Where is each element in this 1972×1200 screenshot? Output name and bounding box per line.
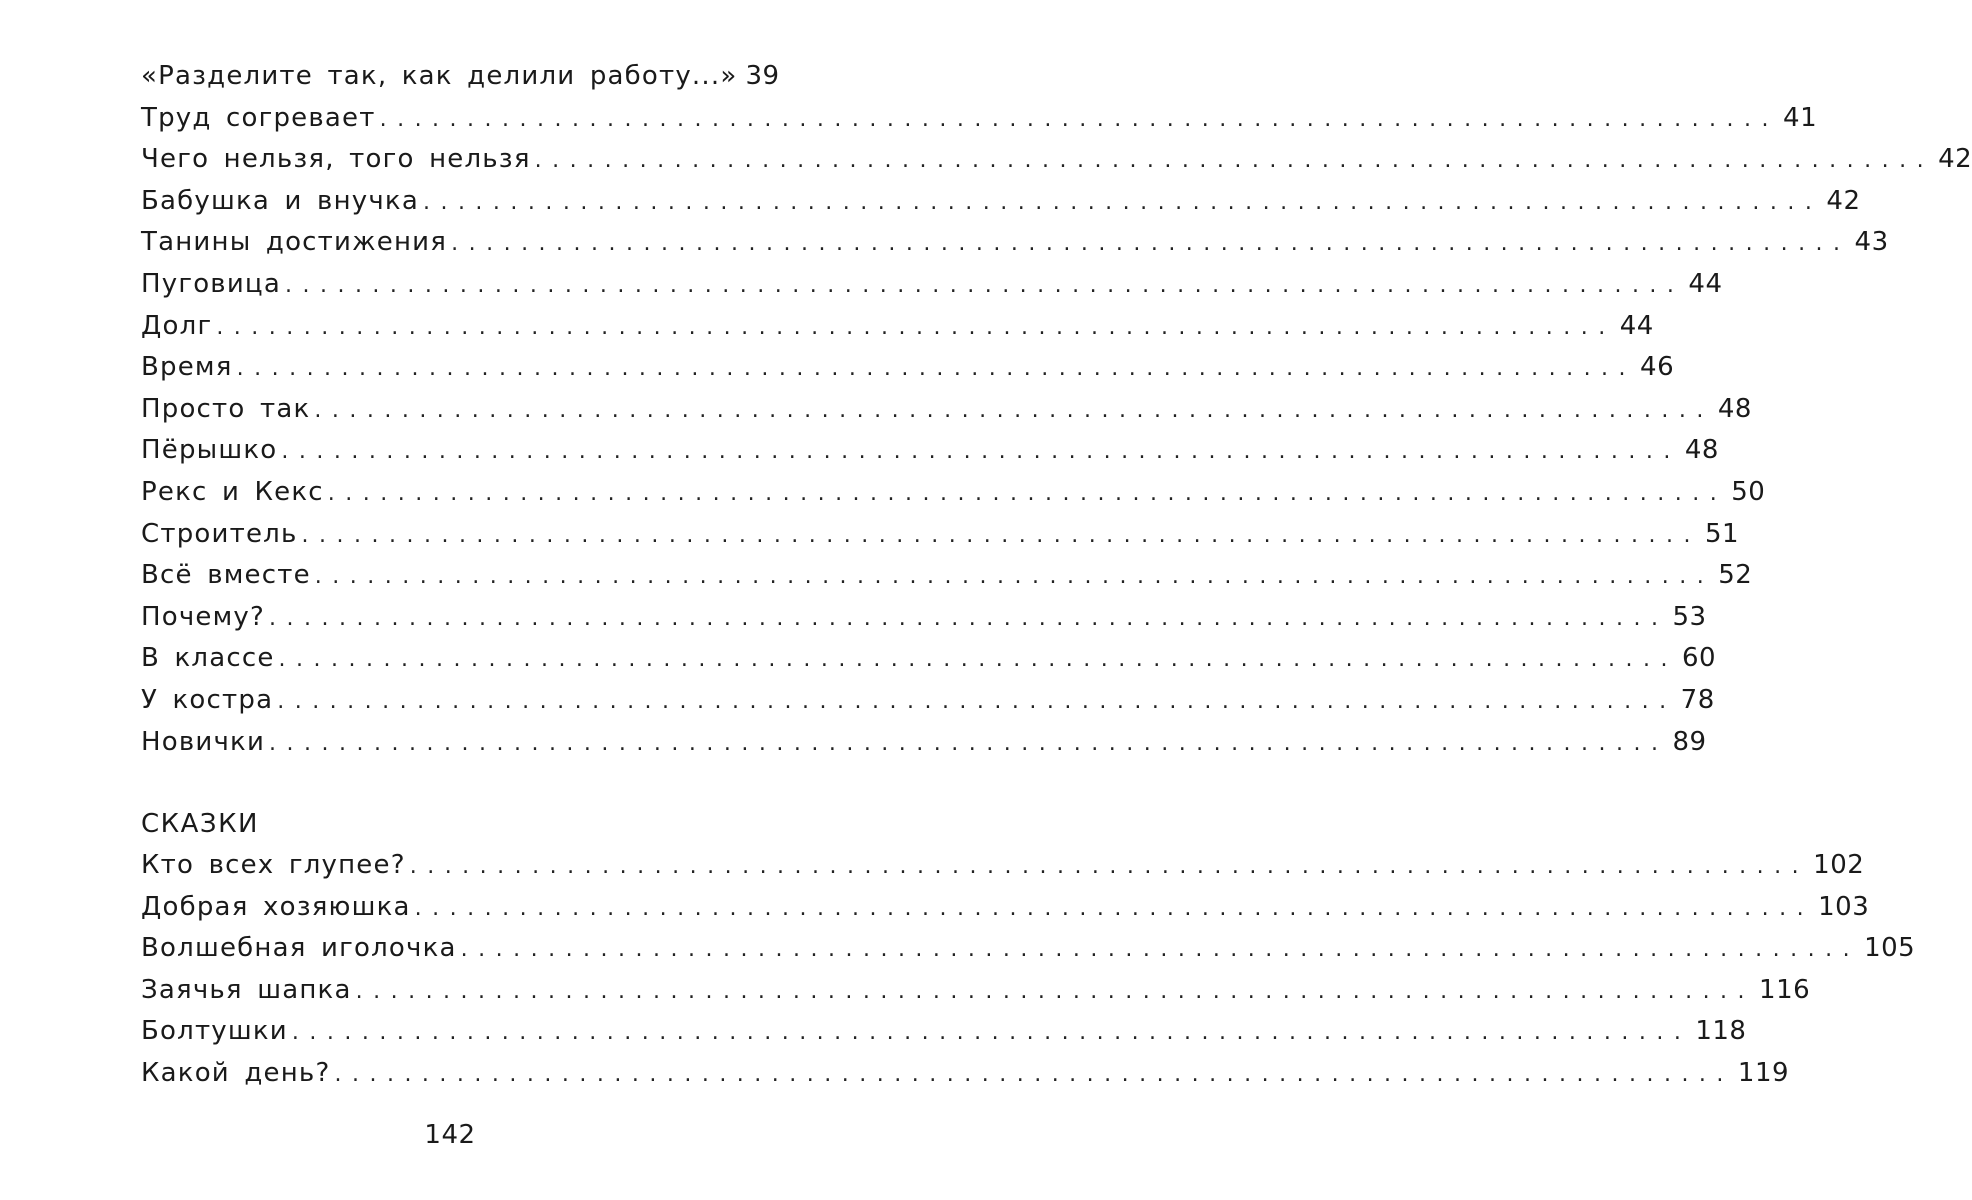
toc-entry <box>141 306 1654 348</box>
toc-entry <box>141 970 1811 1012</box>
toc-entry-page: 103 <box>1818 891 1870 922</box>
toc-entry <box>141 139 1972 181</box>
toc-entry-title: Строитель <box>141 518 298 549</box>
dot-leader: ................................................................................ <box>269 605 1669 631</box>
section-spacer <box>141 763 767 803</box>
toc-entry <box>141 887 1870 929</box>
dot-leader: ................................................................................ <box>291 1020 1692 1046</box>
dot-leader: ................................................................................ <box>460 937 1861 963</box>
toc-entry-title: Заячья шапка <box>141 974 352 1005</box>
toc-entry <box>141 680 1715 722</box>
page-number: 142 <box>424 1120 476 1150</box>
toc-entry <box>141 222 1889 264</box>
toc-entry-title: Время <box>141 352 233 383</box>
toc-entry <box>141 514 1740 556</box>
toc-entry-page: 119 <box>1737 1058 1790 1089</box>
toc-entry-page: 89 <box>1672 726 1707 757</box>
toc-entry <box>141 472 1766 514</box>
toc-entry <box>141 181 1861 223</box>
toc-entry-page: 39 <box>745 61 780 91</box>
toc-entry <box>141 347 1675 389</box>
dot-leader: ................................................................................ <box>451 231 1851 257</box>
toc-entry <box>141 928 1916 970</box>
toc-entry-page: 78 <box>1680 684 1715 715</box>
section-heading: СКАЗКИ <box>141 809 259 840</box>
dot-leader: ................................................................................ <box>301 522 1701 548</box>
toc-entry <box>141 638 1717 680</box>
dot-leader: ................................................................................ <box>355 978 1756 1004</box>
toc-entry-title: Просто так <box>141 393 311 424</box>
toc-entry-title: Рекс и Кекс <box>141 476 324 507</box>
toc-entry-page: 116 <box>1759 974 1811 1005</box>
toc-entry-page: 44 <box>1688 268 1723 299</box>
toc-entry-title: У костра <box>141 684 274 715</box>
dot-leader: ................................................................................ <box>281 439 1681 465</box>
toc-entry <box>141 56 780 98</box>
dot-leader: ................................................................................ <box>334 1062 1734 1088</box>
toc-entry-title: Добрая хозяюшка <box>141 891 411 922</box>
toc-entry-title: Почему? <box>141 601 266 632</box>
toc-entry <box>141 722 1707 764</box>
toc-entry <box>141 1053 1790 1095</box>
dot-leader: ................................................................................ <box>284 272 1685 298</box>
toc-entry-title: Чего нельзя, того нельзя <box>141 144 531 175</box>
toc-entry <box>141 430 1719 472</box>
toc-entry-title: Новички <box>141 726 266 757</box>
toc-entry-page: 105 <box>1864 933 1916 964</box>
toc-entry-page: 43 <box>1854 227 1889 258</box>
toc-entry <box>141 389 1752 431</box>
toc-entry-title: Кто всех глупее? <box>141 850 406 881</box>
toc-entry-title: Бабушка и внучка <box>141 185 419 216</box>
toc-entry <box>141 1011 1747 1053</box>
toc-entry-title: В классе <box>141 643 275 674</box>
dot-leader: ................................................................................ <box>534 148 1935 174</box>
dot-leader: ................................................................................ <box>277 688 1677 714</box>
toc-entry-title: Всё вместе <box>141 560 311 591</box>
toc-entry-page: 48 <box>1684 435 1719 466</box>
toc-entry-page: 42 <box>1826 185 1861 216</box>
toc-entry-page: 50 <box>1731 476 1766 507</box>
toc-entry-title: Волшебная иголочка <box>141 933 457 964</box>
toc-entry-page: 51 <box>1704 518 1740 549</box>
dot-leader: ................................................................................ <box>314 564 1715 590</box>
toc-entry-title: Пуговица <box>141 268 281 299</box>
toc-entry-title: Труд согревает <box>141 102 376 133</box>
toc-entry-title: Танины достижения <box>141 227 448 258</box>
toc-entry-page: 42 <box>1938 144 1972 175</box>
dot-leader: ................................................................................ <box>327 480 1728 506</box>
toc-entry-title: Долг <box>141 310 213 341</box>
toc-entry-title: Пёрышко <box>141 435 278 466</box>
toc-entry <box>141 845 1865 887</box>
dot-leader: ................................................................................ <box>379 106 1780 132</box>
toc-entry-page: 41 <box>1783 102 1818 133</box>
toc-entry-page: 53 <box>1672 601 1707 632</box>
toc-entry-page: 102 <box>1813 850 1865 881</box>
toc-entry <box>141 98 1818 140</box>
dot-leader: ................................................................................ <box>314 397 1714 423</box>
dot-leader: ................................................................................ <box>422 189 1823 215</box>
dot-leader: ................................................................................ <box>414 895 1815 921</box>
dot-leader: ................................................................................ <box>409 854 1810 880</box>
toc-entry-page: 52 <box>1718 560 1753 591</box>
toc-entry-page: 44 <box>1619 310 1654 341</box>
toc-entry <box>141 555 1753 597</box>
toc-entry-title: Болтушки <box>141 1016 288 1047</box>
dot-leader: ................................................................................ <box>236 356 1637 382</box>
dot-leader: ................................................................................ <box>269 730 1669 756</box>
table-of-contents <box>141 56 1972 1095</box>
toc-entry-page: 118 <box>1695 1016 1747 1047</box>
dot-leader: ................................................................................ <box>278 647 1678 673</box>
toc-entry-page: 48 <box>1717 393 1752 424</box>
toc-entry <box>141 597 1707 639</box>
toc-entry-page: 60 <box>1682 643 1717 674</box>
toc-entry <box>141 264 1723 306</box>
toc-entry-page: 46 <box>1640 352 1675 383</box>
toc-entry-title: «Разделите так, как делили работу...» <box>141 61 738 91</box>
toc-entry-title: Какой день? <box>141 1058 331 1089</box>
dot-leader: ................................................................................ <box>216 314 1616 340</box>
